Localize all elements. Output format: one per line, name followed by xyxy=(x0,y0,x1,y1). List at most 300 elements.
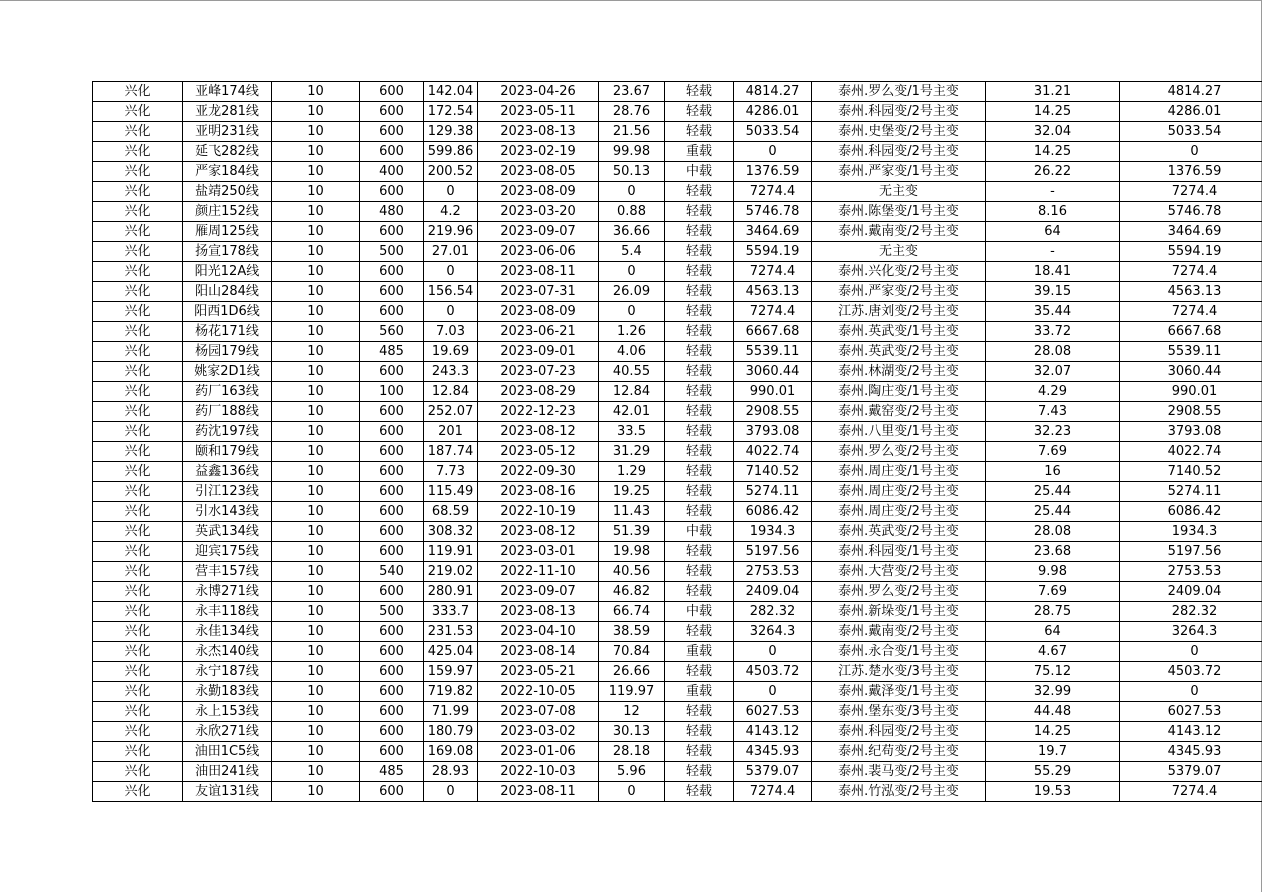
load-status-cell: 轻载 xyxy=(665,662,734,682)
line-name-cell: 颐和179线 xyxy=(183,442,272,462)
transformer-cell: 泰州.科园变/1号主变 xyxy=(812,542,986,562)
date-cell: 2023-08-12 xyxy=(478,522,599,542)
line-name-cell: 药厂188线 xyxy=(183,402,272,422)
rated-capacity-cell: 600 xyxy=(360,722,424,742)
load-rate-cell: 31.29 xyxy=(599,442,665,462)
voltage-cell: 10 xyxy=(272,462,360,482)
voltage-cell: 10 xyxy=(272,682,360,702)
max-load-cell: 599.86 xyxy=(424,142,478,162)
open-capacity-cell: 5379.07 xyxy=(1120,762,1262,782)
available-capacity-cell: 7274.4 xyxy=(734,182,812,202)
date-cell: 2023-03-20 xyxy=(478,202,599,222)
district-cell: 兴化 xyxy=(93,142,183,162)
load-rate-cell: 4.06 xyxy=(599,342,665,362)
table-row xyxy=(93,562,1262,582)
line-name-cell: 油田1C5线 xyxy=(183,742,272,762)
transformer-cell: 泰州.史堡变/2号主变 xyxy=(812,122,986,142)
transformer-load-rate-cell: 8.16 xyxy=(986,202,1120,222)
available-capacity-cell: 0 xyxy=(734,642,812,662)
load-rate-cell: 46.82 xyxy=(599,582,665,602)
voltage-cell: 10 xyxy=(272,622,360,642)
load-rate-cell: 26.09 xyxy=(599,282,665,302)
transformer-cell: 泰州.纪苟变/2号主变 xyxy=(812,742,986,762)
date-cell: 2023-07-23 xyxy=(478,362,599,382)
transformer-cell: 泰州.裴马变/2号主变 xyxy=(812,762,986,782)
available-capacity-cell: 4143.12 xyxy=(734,722,812,742)
district-cell: 兴化 xyxy=(93,622,183,642)
available-capacity-cell: 4022.74 xyxy=(734,442,812,462)
voltage-cell: 10 xyxy=(272,562,360,582)
load-status-cell: 轻载 xyxy=(665,282,734,302)
max-load-cell: 425.04 xyxy=(424,642,478,662)
district-cell: 兴化 xyxy=(93,642,183,662)
district-cell: 兴化 xyxy=(93,582,183,602)
transformer-load-rate-cell: 32.23 xyxy=(986,422,1120,442)
district-cell: 兴化 xyxy=(93,782,183,802)
transformer-load-rate-cell: 75.12 xyxy=(986,662,1120,682)
transformer-load-rate-cell: 14.25 xyxy=(986,722,1120,742)
available-capacity-cell: 5746.78 xyxy=(734,202,812,222)
load-status-cell: 轻载 xyxy=(665,542,734,562)
voltage-cell: 10 xyxy=(272,442,360,462)
district-cell: 兴化 xyxy=(93,442,183,462)
line-name-cell: 雁周125线 xyxy=(183,222,272,242)
load-status-cell: 重载 xyxy=(665,642,734,662)
load-status-cell: 轻载 xyxy=(665,402,734,422)
district-cell: 兴化 xyxy=(93,262,183,282)
transformer-cell: 江苏.唐刘变/2号主变 xyxy=(812,302,986,322)
table-row xyxy=(93,282,1262,302)
available-capacity-cell: 6086.42 xyxy=(734,502,812,522)
transformer-load-rate-cell: 19.53 xyxy=(986,782,1120,802)
max-load-cell: 231.53 xyxy=(424,622,478,642)
table-row xyxy=(93,142,1262,162)
voltage-cell: 10 xyxy=(272,542,360,562)
rated-capacity-cell: 600 xyxy=(360,82,424,102)
line-name-cell: 永佳134线 xyxy=(183,622,272,642)
available-capacity-cell: 4814.27 xyxy=(734,82,812,102)
load-rate-cell: 99.98 xyxy=(599,142,665,162)
rated-capacity-cell: 600 xyxy=(360,522,424,542)
transformer-load-rate-cell: 7.69 xyxy=(986,582,1120,602)
transformer-load-rate-cell: - xyxy=(986,182,1120,202)
table-row xyxy=(93,622,1262,642)
open-capacity-cell: 5594.19 xyxy=(1120,242,1262,262)
max-load-cell: 243.3 xyxy=(424,362,478,382)
transformer-load-rate-cell: 28.08 xyxy=(986,522,1120,542)
max-load-cell: 0 xyxy=(424,302,478,322)
district-cell: 兴化 xyxy=(93,482,183,502)
load-status-cell: 轻载 xyxy=(665,742,734,762)
open-capacity-cell: 7274.4 xyxy=(1120,182,1262,202)
line-name-cell: 营丰157线 xyxy=(183,562,272,582)
line-name-cell: 引江123线 xyxy=(183,482,272,502)
rated-capacity-cell: 540 xyxy=(360,562,424,582)
district-cell: 兴化 xyxy=(93,542,183,562)
open-capacity-cell: 990.01 xyxy=(1120,382,1262,402)
district-cell: 兴化 xyxy=(93,722,183,742)
rated-capacity-cell: 600 xyxy=(360,182,424,202)
open-capacity-cell: 6667.68 xyxy=(1120,322,1262,342)
max-load-cell: 28.93 xyxy=(424,762,478,782)
date-cell: 2023-08-09 xyxy=(478,182,599,202)
date-cell: 2023-08-05 xyxy=(478,162,599,182)
voltage-cell: 10 xyxy=(272,222,360,242)
voltage-cell: 10 xyxy=(272,362,360,382)
available-capacity-cell: 4563.13 xyxy=(734,282,812,302)
voltage-cell: 10 xyxy=(272,722,360,742)
date-cell: 2022-10-19 xyxy=(478,502,599,522)
voltage-cell: 10 xyxy=(272,342,360,362)
date-cell: 2023-06-21 xyxy=(478,322,599,342)
max-load-cell: 187.74 xyxy=(424,442,478,462)
load-status-cell: 中载 xyxy=(665,162,734,182)
transformer-load-rate-cell: 28.75 xyxy=(986,602,1120,622)
transformer-cell: 泰州.科园变/2号主变 xyxy=(812,102,986,122)
line-name-cell: 迎宾175线 xyxy=(183,542,272,562)
date-cell: 2023-09-07 xyxy=(478,582,599,602)
transformer-cell: 泰州.戴南变/2号主变 xyxy=(812,622,986,642)
date-cell: 2023-08-14 xyxy=(478,642,599,662)
date-cell: 2023-09-01 xyxy=(478,342,599,362)
rated-capacity-cell: 600 xyxy=(360,642,424,662)
table-row xyxy=(93,262,1262,282)
transformer-cell: 泰州.陶庄变/1号主变 xyxy=(812,382,986,402)
open-capacity-cell: 3793.08 xyxy=(1120,422,1262,442)
max-load-cell: 115.49 xyxy=(424,482,478,502)
table-row xyxy=(93,122,1262,142)
district-cell: 兴化 xyxy=(93,682,183,702)
open-capacity-cell: 6027.53 xyxy=(1120,702,1262,722)
rated-capacity-cell: 485 xyxy=(360,342,424,362)
transformer-load-rate-cell: 33.72 xyxy=(986,322,1120,342)
available-capacity-cell: 3264.3 xyxy=(734,622,812,642)
district-cell: 兴化 xyxy=(93,562,183,582)
open-capacity-cell: 7274.4 xyxy=(1120,262,1262,282)
transformer-cell: 泰州.周庄变/2号主变 xyxy=(812,482,986,502)
voltage-cell: 10 xyxy=(272,182,360,202)
max-load-cell: 142.04 xyxy=(424,82,478,102)
open-capacity-cell: 4143.12 xyxy=(1120,722,1262,742)
transformer-load-rate-cell: 26.22 xyxy=(986,162,1120,182)
voltage-cell: 10 xyxy=(272,762,360,782)
district-cell: 兴化 xyxy=(93,402,183,422)
load-status-cell: 轻载 xyxy=(665,462,734,482)
table-row xyxy=(93,762,1262,782)
open-capacity-cell: 4503.72 xyxy=(1120,662,1262,682)
rated-capacity-cell: 485 xyxy=(360,762,424,782)
line-name-cell: 盐靖250线 xyxy=(183,182,272,202)
load-rate-cell: 0.88 xyxy=(599,202,665,222)
rated-capacity-cell: 600 xyxy=(360,542,424,562)
table-row xyxy=(93,722,1262,742)
load-rate-cell: 26.66 xyxy=(599,662,665,682)
transformer-cell: 泰州.严家变/1号主变 xyxy=(812,162,986,182)
table-row xyxy=(93,542,1262,562)
load-status-cell: 轻载 xyxy=(665,782,734,802)
date-cell: 2023-01-06 xyxy=(478,742,599,762)
date-cell: 2023-08-12 xyxy=(478,422,599,442)
load-rate-cell: 42.01 xyxy=(599,402,665,422)
transformer-cell: 泰州.罗么变/2号主变 xyxy=(812,442,986,462)
rated-capacity-cell: 500 xyxy=(360,602,424,622)
open-capacity-cell: 3264.3 xyxy=(1120,622,1262,642)
table-row xyxy=(93,162,1262,182)
date-cell: 2023-06-06 xyxy=(478,242,599,262)
load-rate-cell: 30.13 xyxy=(599,722,665,742)
district-cell: 兴化 xyxy=(93,282,183,302)
load-status-cell: 轻载 xyxy=(665,722,734,742)
rated-capacity-cell: 600 xyxy=(360,282,424,302)
transformer-cell: 泰州.罗么变/1号主变 xyxy=(812,82,986,102)
date-cell: 2023-03-01 xyxy=(478,542,599,562)
load-status-cell: 轻载 xyxy=(665,362,734,382)
voltage-cell: 10 xyxy=(272,742,360,762)
available-capacity-cell: 6667.68 xyxy=(734,322,812,342)
available-capacity-cell: 5594.19 xyxy=(734,242,812,262)
transformer-load-rate-cell: - xyxy=(986,242,1120,262)
load-status-cell: 轻载 xyxy=(665,222,734,242)
line-name-cell: 永上153线 xyxy=(183,702,272,722)
max-load-cell: 219.02 xyxy=(424,562,478,582)
max-load-cell: 156.54 xyxy=(424,282,478,302)
voltage-cell: 10 xyxy=(272,302,360,322)
load-status-cell: 轻载 xyxy=(665,322,734,342)
rated-capacity-cell: 600 xyxy=(360,362,424,382)
table-row xyxy=(93,702,1262,722)
open-capacity-cell: 4286.01 xyxy=(1120,102,1262,122)
voltage-cell: 10 xyxy=(272,242,360,262)
line-name-cell: 亚明231线 xyxy=(183,122,272,142)
load-status-cell: 轻载 xyxy=(665,342,734,362)
max-load-cell: 0 xyxy=(424,182,478,202)
date-cell: 2023-05-21 xyxy=(478,662,599,682)
rated-capacity-cell: 600 xyxy=(360,262,424,282)
transformer-cell: 泰州.周庄变/2号主变 xyxy=(812,502,986,522)
available-capacity-cell: 6027.53 xyxy=(734,702,812,722)
table-row xyxy=(93,362,1262,382)
max-load-cell: 252.07 xyxy=(424,402,478,422)
voltage-cell: 10 xyxy=(272,582,360,602)
available-capacity-cell: 4503.72 xyxy=(734,662,812,682)
open-capacity-cell: 2753.53 xyxy=(1120,562,1262,582)
table-row xyxy=(93,602,1262,622)
voltage-cell: 10 xyxy=(272,422,360,442)
load-status-cell: 重载 xyxy=(665,682,734,702)
load-status-cell: 轻载 xyxy=(665,202,734,222)
max-load-cell: 68.59 xyxy=(424,502,478,522)
line-name-cell: 严家184线 xyxy=(183,162,272,182)
rated-capacity-cell: 600 xyxy=(360,742,424,762)
district-cell: 兴化 xyxy=(93,322,183,342)
rated-capacity-cell: 600 xyxy=(360,682,424,702)
district-cell: 兴化 xyxy=(93,182,183,202)
transformer-load-rate-cell: 39.15 xyxy=(986,282,1120,302)
rated-capacity-cell: 500 xyxy=(360,242,424,262)
line-name-cell: 杨花171线 xyxy=(183,322,272,342)
rated-capacity-cell: 600 xyxy=(360,222,424,242)
voltage-cell: 10 xyxy=(272,102,360,122)
table-row xyxy=(93,102,1262,122)
load-rate-cell: 11.43 xyxy=(599,502,665,522)
table-row xyxy=(93,522,1262,542)
load-status-cell: 轻载 xyxy=(665,582,734,602)
load-status-cell: 轻载 xyxy=(665,122,734,142)
load-status-cell: 轻载 xyxy=(665,102,734,122)
available-capacity-cell: 2409.04 xyxy=(734,582,812,602)
rated-capacity-cell: 560 xyxy=(360,322,424,342)
date-cell: 2023-08-09 xyxy=(478,302,599,322)
transformer-load-rate-cell: 18.41 xyxy=(986,262,1120,282)
open-capacity-cell: 7140.52 xyxy=(1120,462,1262,482)
available-capacity-cell: 1934.3 xyxy=(734,522,812,542)
voltage-cell: 10 xyxy=(272,642,360,662)
voltage-cell: 10 xyxy=(272,702,360,722)
table-row xyxy=(93,682,1262,702)
transformer-cell: 泰州.严家变/2号主变 xyxy=(812,282,986,302)
open-capacity-cell: 5746.78 xyxy=(1120,202,1262,222)
available-capacity-cell: 3464.69 xyxy=(734,222,812,242)
rated-capacity-cell: 600 xyxy=(360,622,424,642)
voltage-cell: 10 xyxy=(272,322,360,342)
available-capacity-cell: 0 xyxy=(734,142,812,162)
max-load-cell: 4.2 xyxy=(424,202,478,222)
available-capacity-cell: 282.32 xyxy=(734,602,812,622)
table-row xyxy=(93,382,1262,402)
load-status-cell: 轻载 xyxy=(665,702,734,722)
transformer-cell: 江苏.楚水变/3号主变 xyxy=(812,662,986,682)
date-cell: 2022-10-03 xyxy=(478,762,599,782)
voltage-cell: 10 xyxy=(272,522,360,542)
table-row xyxy=(93,642,1262,662)
open-capacity-cell: 4814.27 xyxy=(1120,82,1262,102)
transformer-cell: 泰州.科园变/2号主变 xyxy=(812,722,986,742)
load-status-cell: 轻载 xyxy=(665,262,734,282)
open-capacity-cell: 3464.69 xyxy=(1120,222,1262,242)
district-cell: 兴化 xyxy=(93,302,183,322)
transformer-load-rate-cell: 32.04 xyxy=(986,122,1120,142)
rated-capacity-cell: 600 xyxy=(360,122,424,142)
available-capacity-cell: 7274.4 xyxy=(734,782,812,802)
transformer-load-rate-cell: 4.29 xyxy=(986,382,1120,402)
open-capacity-cell: 5033.54 xyxy=(1120,122,1262,142)
transformer-cell: 泰州.大营变/2号主变 xyxy=(812,562,986,582)
max-load-cell: 7.03 xyxy=(424,322,478,342)
open-capacity-cell: 3060.44 xyxy=(1120,362,1262,382)
district-cell: 兴化 xyxy=(93,662,183,682)
line-name-cell: 永丰118线 xyxy=(183,602,272,622)
district-cell: 兴化 xyxy=(93,102,183,122)
rated-capacity-cell: 600 xyxy=(360,782,424,802)
max-load-cell: 7.73 xyxy=(424,462,478,482)
max-load-cell: 180.79 xyxy=(424,722,478,742)
load-status-cell: 轻载 xyxy=(665,422,734,442)
voltage-cell: 10 xyxy=(272,162,360,182)
date-cell: 2023-05-11 xyxy=(478,102,599,122)
load-rate-cell: 70.84 xyxy=(599,642,665,662)
available-capacity-cell: 4286.01 xyxy=(734,102,812,122)
district-cell: 兴化 xyxy=(93,502,183,522)
load-rate-cell: 21.56 xyxy=(599,122,665,142)
available-capacity-cell: 5539.11 xyxy=(734,342,812,362)
line-name-cell: 药沈197线 xyxy=(183,422,272,442)
table-row xyxy=(93,482,1262,502)
open-capacity-cell: 4345.93 xyxy=(1120,742,1262,762)
available-capacity-cell: 3793.08 xyxy=(734,422,812,442)
table-row xyxy=(93,742,1262,762)
max-load-cell: 129.38 xyxy=(424,122,478,142)
transformer-cell: 泰州.周庄变/1号主变 xyxy=(812,462,986,482)
load-rate-cell: 0 xyxy=(599,302,665,322)
date-cell: 2022-12-23 xyxy=(478,402,599,422)
transformer-load-rate-cell: 31.21 xyxy=(986,82,1120,102)
transformer-cell: 泰州.兴化变/2号主变 xyxy=(812,262,986,282)
rated-capacity-cell: 600 xyxy=(360,582,424,602)
available-capacity-cell: 5197.56 xyxy=(734,542,812,562)
district-cell: 兴化 xyxy=(93,222,183,242)
open-capacity-cell: 0 xyxy=(1120,682,1262,702)
available-capacity-cell: 1376.59 xyxy=(734,162,812,182)
table-row xyxy=(93,202,1262,222)
line-name-cell: 颜庄152线 xyxy=(183,202,272,222)
max-load-cell: 333.7 xyxy=(424,602,478,622)
transformer-cell: 泰州.陈堡变/1号主变 xyxy=(812,202,986,222)
transformer-load-rate-cell: 4.67 xyxy=(986,642,1120,662)
voltage-cell: 10 xyxy=(272,602,360,622)
date-cell: 2023-08-13 xyxy=(478,122,599,142)
available-capacity-cell: 7140.52 xyxy=(734,462,812,482)
load-status-cell: 轻载 xyxy=(665,302,734,322)
transformer-cell: 无主变 xyxy=(812,242,986,262)
transformer-cell: 泰州.竹泓变/2号主变 xyxy=(812,782,986,802)
max-load-cell: 308.32 xyxy=(424,522,478,542)
voltage-cell: 10 xyxy=(272,382,360,402)
voltage-cell: 10 xyxy=(272,122,360,142)
voltage-cell: 10 xyxy=(272,142,360,162)
district-cell: 兴化 xyxy=(93,702,183,722)
transformer-load-rate-cell: 7.43 xyxy=(986,402,1120,422)
date-cell: 2023-07-31 xyxy=(478,282,599,302)
load-status-cell: 轻载 xyxy=(665,502,734,522)
rated-capacity-cell: 600 xyxy=(360,482,424,502)
table-row xyxy=(93,342,1262,362)
load-rate-cell: 0 xyxy=(599,782,665,802)
transformer-cell: 泰州.英武变/2号主变 xyxy=(812,522,986,542)
load-status-cell: 轻载 xyxy=(665,442,734,462)
transformer-load-rate-cell: 14.25 xyxy=(986,102,1120,122)
district-cell: 兴化 xyxy=(93,82,183,102)
transformer-cell: 泰州.新垛变/1号主变 xyxy=(812,602,986,622)
transformer-load-rate-cell: 64 xyxy=(986,222,1120,242)
open-capacity-cell: 1376.59 xyxy=(1120,162,1262,182)
line-name-cell: 杨园179线 xyxy=(183,342,272,362)
rated-capacity-cell: 600 xyxy=(360,102,424,122)
load-rate-cell: 36.66 xyxy=(599,222,665,242)
district-cell: 兴化 xyxy=(93,122,183,142)
voltage-cell: 10 xyxy=(272,282,360,302)
line-name-cell: 阳西1D6线 xyxy=(183,302,272,322)
load-status-cell: 中载 xyxy=(665,602,734,622)
rated-capacity-cell: 600 xyxy=(360,302,424,322)
transformer-load-rate-cell: 32.99 xyxy=(986,682,1120,702)
available-capacity-cell: 7274.4 xyxy=(734,302,812,322)
load-rate-cell: 12 xyxy=(599,702,665,722)
load-rate-cell: 51.39 xyxy=(599,522,665,542)
date-cell: 2022-09-30 xyxy=(478,462,599,482)
load-rate-cell: 19.98 xyxy=(599,542,665,562)
available-capacity-cell: 2753.53 xyxy=(734,562,812,582)
transformer-load-rate-cell: 44.48 xyxy=(986,702,1120,722)
